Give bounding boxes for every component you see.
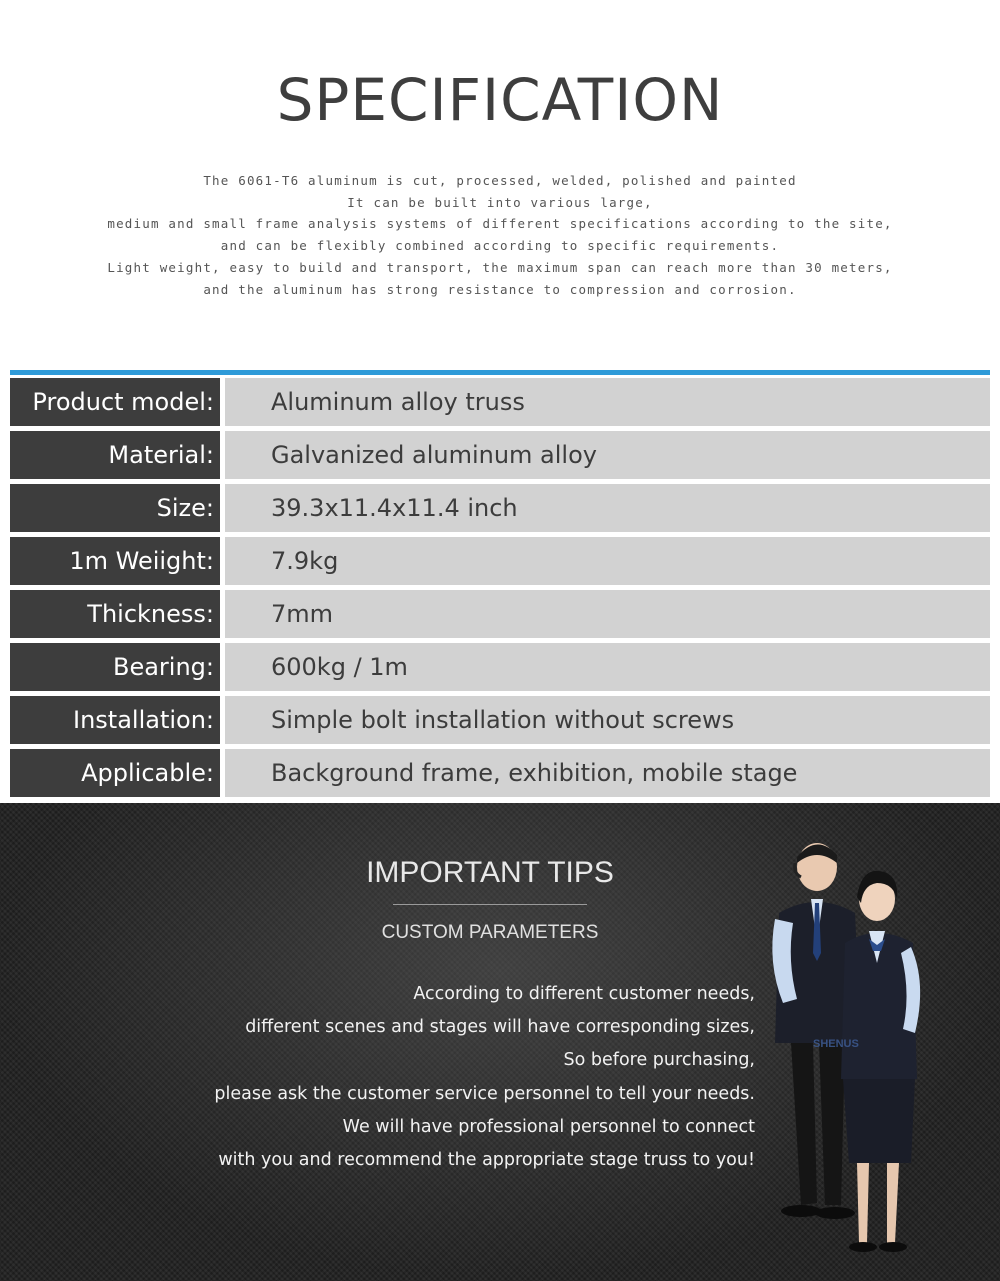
customer-service-staff-image <box>765 833 935 1263</box>
tips-title: IMPORTANT TIPS <box>366 856 614 889</box>
spec-value: 39.3x11.4x11.4 inch <box>225 484 990 532</box>
spec-label: Product model: <box>10 378 220 426</box>
spec-label: Applicable: <box>10 749 220 797</box>
intro-line: The 6061-T6 aluminum is cut, processed, welded, polished and painted <box>203 173 797 188</box>
spec-value: 7.9kg <box>225 537 990 585</box>
spec-row-bearing <box>10 643 990 691</box>
tips-line: So before purchasing, <box>563 1050 755 1071</box>
intro-line: Light weight, easy to build and transport, the maximum span can reach more than 30 meters, <box>107 259 893 275</box>
spec-value: Background frame, exhibition, mobile stage <box>225 749 990 797</box>
important-tips-section <box>0 803 1000 1281</box>
spec-title: SPECIFICATION <box>276 66 724 134</box>
spec-row-material <box>10 431 990 479</box>
spec-label: Size: <box>10 484 220 532</box>
tips-line: with you and recommend the appropriate stage truss to you! <box>218 1150 755 1171</box>
spec-label: Material: <box>10 431 220 479</box>
spec-value: Aluminum alloy truss <box>225 378 990 426</box>
intro-text <box>0 170 1000 300</box>
spec-row-size <box>10 484 990 532</box>
spec-value: Galvanized aluminum alloy <box>225 431 990 479</box>
spec-value: 600kg / 1m <box>225 643 990 691</box>
accent-divider <box>10 370 990 375</box>
intro-line: and can be flexibly combined according to specific requirements. <box>220 238 780 254</box>
spec-label: Thickness: <box>10 590 220 638</box>
tips-divider <box>393 904 587 905</box>
tips-text <box>120 978 755 1177</box>
spec-row-installation <box>10 696 990 744</box>
spec-row-applicable <box>10 749 990 797</box>
tips-line: According to different customer needs, <box>413 984 755 1004</box>
intro-line: It can be built into various large, <box>347 194 653 210</box>
intro-line: and the aluminum has strong resistance to compression and corrosion. <box>203 281 797 297</box>
spec-label: Bearing: <box>10 643 220 691</box>
tips-subtitle: CUSTOM PARAMETERS <box>381 922 599 943</box>
spec-row-weight <box>10 537 990 585</box>
tips-line: We will have professional personnel to connect <box>342 1116 755 1137</box>
spec-table <box>10 378 990 802</box>
watermark: SHENUS <box>813 1038 859 1050</box>
spec-label: 1m Weiight: <box>10 537 220 585</box>
spec-value: 7mm <box>225 590 990 638</box>
spec-label: Installation: <box>10 696 220 744</box>
intro-line: medium and small frame analysis systems of different specifications according to the site, <box>107 216 893 232</box>
tips-line: different scenes and stages will have corresponding sizes, <box>245 1017 755 1038</box>
spec-row-thickness <box>10 590 990 638</box>
spec-value: Simple bolt installation without screws <box>225 696 990 744</box>
tips-line: please ask the customer service personnel to tell your needs. <box>214 1083 755 1104</box>
spec-row-product-model <box>10 378 990 426</box>
